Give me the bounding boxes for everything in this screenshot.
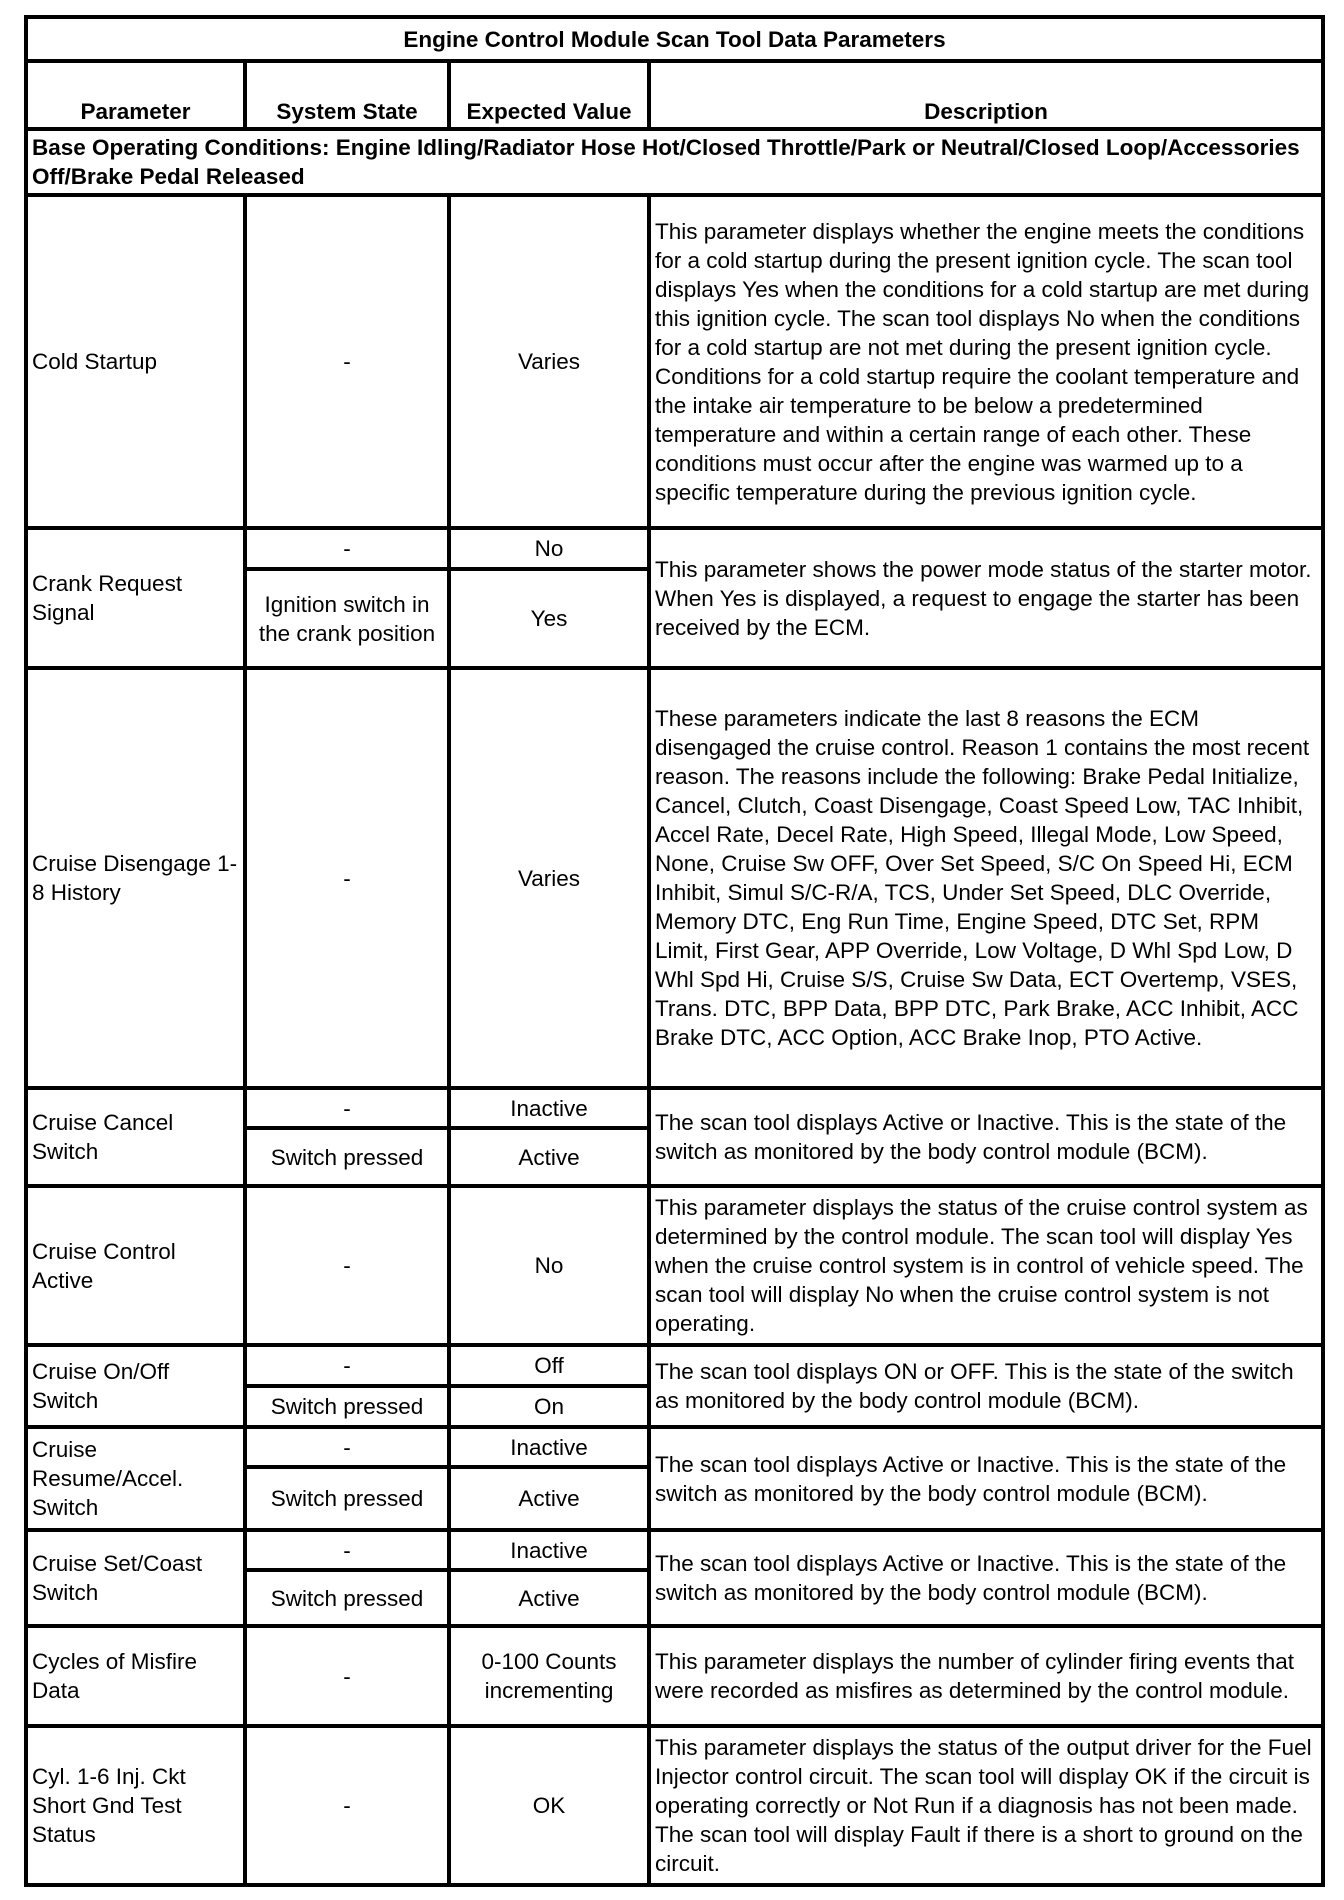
parameter-cell: Cruise On/Off Switch [26, 1345, 245, 1427]
system-state-cell: Ignition switch in the crank position [245, 569, 449, 668]
base-conditions: Base Operating Conditions: Engine Idling/Radiator Hose Hot/Closed Throttle/Park or Neutral/Closed Loop/Accessories Off/Brake Pedal Released [26, 129, 1323, 195]
table-title: Engine Control Module Scan Tool Data Parameters [26, 17, 1323, 61]
system-state-cell: Switch pressed [245, 1467, 449, 1530]
table-row [26, 1345, 1323, 1386]
expected-value-cell: Active [449, 1467, 649, 1530]
system-state-cell: Switch pressed [245, 1128, 449, 1186]
description-cell: This parameter displays the number of cylinder firing events that were recorded as misfires as determined by the control module. [649, 1626, 1323, 1726]
system-state-cell: - [245, 1088, 449, 1128]
system-state-cell: - [245, 195, 449, 528]
expected-value-cell: 0-100 Counts incrementing [449, 1626, 649, 1726]
description-cell: These parameters indicate the last 8 reasons the ECM disengaged the cruise control. Reason 1 contains the most recent reason. The reasons include the following: Brake Pedal Initialize, Cancel, Clutch, Coast Disengage, Coast Speed Low, TAC Inhibit, Accel Rate, Decel Rate, High Speed, Illegal Mode, Low Speed, None, Cruise Sw OFF, Over Set Speed, S/C On Speed Hi, ECM Inhibit, Simul S/C-R/A, TCS, Under Set Speed, DLC Override, Memory DTC, Eng Run Time, Engine Speed, DTC Set, RPM Limit, First Gear, APP Override, Low Voltage, D Whl Spd Low, D Whl Spd Hi, Cruise S/S, Cruise Sw Data, ECT Overtemp, VSES, Trans. DTC, BPP Data, BPP DTC, Park Brake, ACC Inhibit, ACC Brake DTC, ACC Option, ACC Brake Inop, PTO Active. [649, 668, 1323, 1088]
expected-value-cell: On [449, 1386, 649, 1427]
header-system-state: System State [245, 61, 449, 129]
expected-value-cell: Varies [449, 195, 649, 528]
description-cell: The scan tool displays Active or Inactive. This is the state of the switch as monitored by the body control module (BCM). [649, 1088, 1323, 1186]
table-row [26, 528, 1323, 569]
parameter-cell: Cruise Set/Coast Switch [26, 1530, 245, 1626]
parameter-cell: Cruise Disengage 1-8 History [26, 668, 245, 1088]
parameter-cell: Cruise Cancel Switch [26, 1088, 245, 1186]
description-cell: This parameter shows the power mode status of the starter motor. When Yes is displayed, a request to engage the starter has been received by the ECM. [649, 528, 1323, 668]
system-state-cell: - [245, 528, 449, 569]
parameter-cell: Cold Startup [26, 195, 245, 528]
table-row [26, 1626, 1323, 1726]
description-cell: The scan tool displays Active or Inactive. This is the state of the switch as monitored by the body control module (BCM). [649, 1530, 1323, 1626]
header-expected-value: Expected Value [449, 61, 649, 129]
system-state-cell: Switch pressed [245, 1386, 449, 1427]
scan-tool-data-table [24, 15, 1325, 1887]
system-state-cell: - [245, 1186, 449, 1345]
system-state-cell: - [245, 668, 449, 1088]
system-state-cell: - [245, 1626, 449, 1726]
parameter-cell: Cyl. 1-6 Inj. Ckt Short Gnd Test Status [26, 1726, 245, 1885]
parameter-cell: Crank Request Signal [26, 528, 245, 668]
expected-value-cell: OK [449, 1726, 649, 1885]
expected-value-cell: No [449, 1186, 649, 1345]
system-state-cell: - [245, 1530, 449, 1570]
description-cell: This parameter displays whether the engine meets the conditions for a cold startup during the present ignition cycle. The scan tool displays Yes when the conditions for a cold startup are met during this ignition cycle. The scan tool displays No when the conditions for a cold startup are not met during the present ignition cycle. Conditions for a cold startup require the coolant temperature and the intake air temperature to be below a predetermined temperature and within a certain range of each other. These conditions must occur after the engine was warmed up to a specific temperature during the previous ignition cycle. [649, 195, 1323, 528]
table-row [26, 1186, 1323, 1345]
expected-value-cell: Off [449, 1345, 649, 1386]
description-cell: The scan tool displays Active or Inactive. This is the state of the switch as monitored by the body control module (BCM). [649, 1427, 1323, 1530]
table-row [26, 1427, 1323, 1467]
header-row [26, 61, 1323, 129]
system-state-cell: - [245, 1427, 449, 1467]
header-description: Description [649, 61, 1323, 129]
table-body [26, 195, 1323, 1885]
expected-value-cell: Active [449, 1570, 649, 1626]
description-cell: This parameter displays the status of the cruise control system as determined by the control module. The scan tool will display Yes when the cruise control system is in control of vehicle speed. The scan tool will display No when the cruise control system is not operating. [649, 1186, 1323, 1345]
expected-value-cell: Inactive [449, 1088, 649, 1128]
system-state-cell: Switch pressed [245, 1570, 449, 1626]
table-row [26, 668, 1323, 1088]
parameter-cell: Cruise Control Active [26, 1186, 245, 1345]
description-cell: The scan tool displays ON or OFF. This is the state of the switch as monitored by the body control module (BCM). [649, 1345, 1323, 1427]
parameter-cell: Cycles of Misfire Data [26, 1626, 245, 1726]
system-state-cell: - [245, 1726, 449, 1885]
expected-value-cell: Yes [449, 569, 649, 668]
table-row [26, 1088, 1323, 1128]
header-parameter: Parameter [26, 61, 245, 129]
title-row [26, 17, 1323, 61]
table-row [26, 195, 1323, 528]
base-conditions-row [26, 129, 1323, 195]
description-cell: This parameter displays the status of the output driver for the Fuel Injector control circuit. The scan tool will display OK if the circuit is operating correctly or Not Run if a diagnosis has not been made. The scan tool will display Fault if there is a short to ground on the circuit. [649, 1726, 1323, 1885]
expected-value-cell: Varies [449, 668, 649, 1088]
table-row [26, 1530, 1323, 1570]
expected-value-cell: No [449, 528, 649, 569]
system-state-cell: - [245, 1345, 449, 1386]
table-row [26, 1726, 1323, 1885]
expected-value-cell: Inactive [449, 1427, 649, 1467]
expected-value-cell: Active [449, 1128, 649, 1186]
expected-value-cell: Inactive [449, 1530, 649, 1570]
parameter-cell: Cruise Resume/Accel. Switch [26, 1427, 245, 1530]
